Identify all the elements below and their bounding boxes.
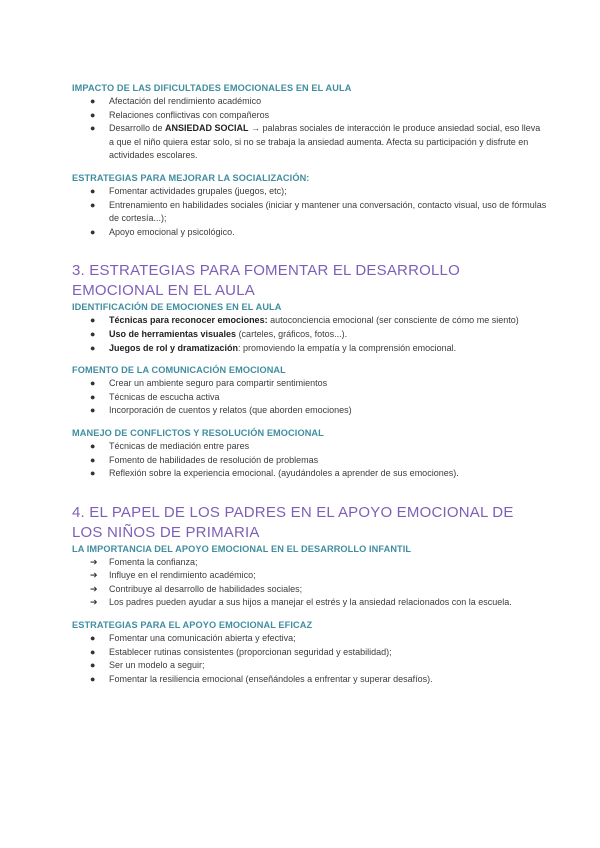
bullet-icon: ●: [90, 315, 96, 326]
bullet-icon: ●: [90, 646, 96, 657]
list-item: ● Reflexión sobre la experiencia emocional. (ayudándoles a aprender de sus emociones).: [72, 467, 547, 481]
list-item: ● Establecer rutinas consistentes (proporcionan seguridad y estabilidad);: [72, 646, 547, 660]
bullet-icon: ●: [90, 328, 96, 339]
bullet-icon: ●: [90, 378, 96, 389]
list-item: ● Crear un ambiente seguro para compartir sentimientos: [72, 377, 547, 391]
list-estrategias-apoyo: [72, 632, 547, 686]
bullet-icon: ●: [90, 342, 96, 353]
list-item: ● Técnicas para reconocer emociones: autoconciencia emocional (ser consciente de cómo me siento): [72, 314, 547, 328]
list-item: ● Fomentar la resiliencia emocional (enseñándoles a enfrentar y superar desafíos).: [72, 673, 547, 687]
section-heading-importancia: LA IMPORTANCIA DEL APOYO EMOCIONAL EN EL DESARROLLO INFANTIL: [72, 543, 412, 554]
document-content: [72, 82, 547, 686]
bullet-icon: ●: [90, 199, 96, 210]
section-heading-comunicacion: FOMENTO DE LA COMUNICACIÓN EMOCIONAL: [72, 365, 286, 376]
list-item: ● Fomento de habilidades de resolución de problemas: [72, 454, 547, 468]
list-identificacion: [72, 314, 547, 355]
bullet-icon: ●: [90, 673, 96, 684]
section-heading-estrategias-apoyo: ESTRATEGIAS PARA EL APOYO EMOCIONAL EFICAZ: [72, 620, 313, 631]
section-heading-conflictos: MANEJO DE CONFLICTOS Y RESOLUCIÓN EMOCIONAL: [72, 427, 324, 438]
list-importancia: [72, 556, 547, 610]
bullet-icon: ●: [90, 391, 96, 402]
list-conflictos: [72, 440, 547, 481]
list-item: ● Fomentar una comunicación abierta y efectiva;: [72, 632, 547, 646]
list-item: ● Uso de herramientas visuales (carteles, gráficos, fotos...).: [72, 328, 547, 342]
list-item: ● Ser un modelo a seguir;: [72, 659, 547, 673]
bullet-icon: ●: [90, 123, 96, 134]
arrow-right-icon: ➔: [90, 583, 98, 594]
section-heading-impacto: IMPACTO DE LAS DIFICULTADES EMOCIONALES EN EL AULA: [72, 83, 352, 93]
list-item: ● Afectación del rendimiento académico: [72, 95, 547, 109]
bullet-icon: ●: [90, 440, 96, 451]
section-heading-socializacion: ESTRATEGIAS PARA MEJORAR LA SOCIALIZACIÓN:: [72, 172, 310, 183]
bullet-icon: ●: [90, 96, 96, 106]
arrow-right-icon: ➔: [90, 556, 98, 567]
bullet-icon: ●: [90, 468, 96, 479]
list-item: ● Incorporación de cuentos y relatos (que aborden emociones): [72, 404, 547, 418]
bullet-icon: ●: [90, 109, 96, 120]
list-item: ● Técnicas de mediación entre pares: [72, 440, 547, 454]
bullet-icon: ●: [90, 226, 96, 237]
list-item: ● Desarrollo de ANSIEDAD SOCIAL → palabras sociales de interacción le produce ansiedad social, eso lleva a que el niño quiera estar solo, si no se trabaja la ansiedad aumenta. Afecta su participación y disfrute en actividades escolares.: [90, 123, 541, 161]
bullet-icon: ●: [90, 405, 96, 416]
list-item: ● Técnicas de escucha activa: [72, 391, 547, 405]
list-comunicacion: [72, 377, 547, 418]
list-item: ➔ Los padres pueden ayudar a sus hijos a manejar el estrés y la ansiedad relacionados con la escuela.: [72, 596, 547, 610]
list-item: ● Entrenamiento en habilidades sociales (iniciar y mantener una conversación, contacto visual, uso de fórmulas de cortesía...);: [90, 199, 547, 224]
section-3-title: 3. ESTRATEGIAS PARA FOMENTAR EL DESARROLLO EMOCIONAL EN EL AULA: [72, 262, 460, 300]
list-item: ➔ Influye en el rendimiento académico;: [72, 569, 547, 583]
bullet-icon: ●: [90, 454, 96, 465]
list-item: ● Juegos de rol y dramatización: promoviendo la empatía y la comprensión emocional.: [72, 342, 547, 356]
list-socializacion: [72, 185, 547, 239]
bullet-icon: ●: [90, 185, 96, 196]
arrow-right-icon: ➔: [90, 597, 98, 608]
list-item: ➔ Fomenta la confianza;: [72, 556, 547, 570]
list-item: ● Fomentar actividades grupales (juegos, etc);: [72, 185, 547, 199]
list-item: ➔ Contribuye al desarrollo de habilidades sociales;: [72, 583, 547, 597]
list-item: ● Apoyo emocional y psicológico.: [72, 226, 547, 240]
arrow-right-icon: ➔: [90, 570, 98, 581]
section-heading-identificacion: IDENTIFICACIÓN DE EMOCIONES EN EL AULA: [72, 302, 282, 313]
list-item: ● Relaciones conflictivas con compañeros: [72, 109, 547, 123]
bullet-icon: ●: [90, 660, 96, 671]
bullet-icon: ●: [90, 633, 96, 644]
list-impacto: [72, 95, 547, 163]
section-4-title: 4. EL PAPEL DE LOS PADRES EN EL APOYO EMOCIONAL DE LOS NIÑOS DE PRIMARIA: [72, 503, 514, 541]
